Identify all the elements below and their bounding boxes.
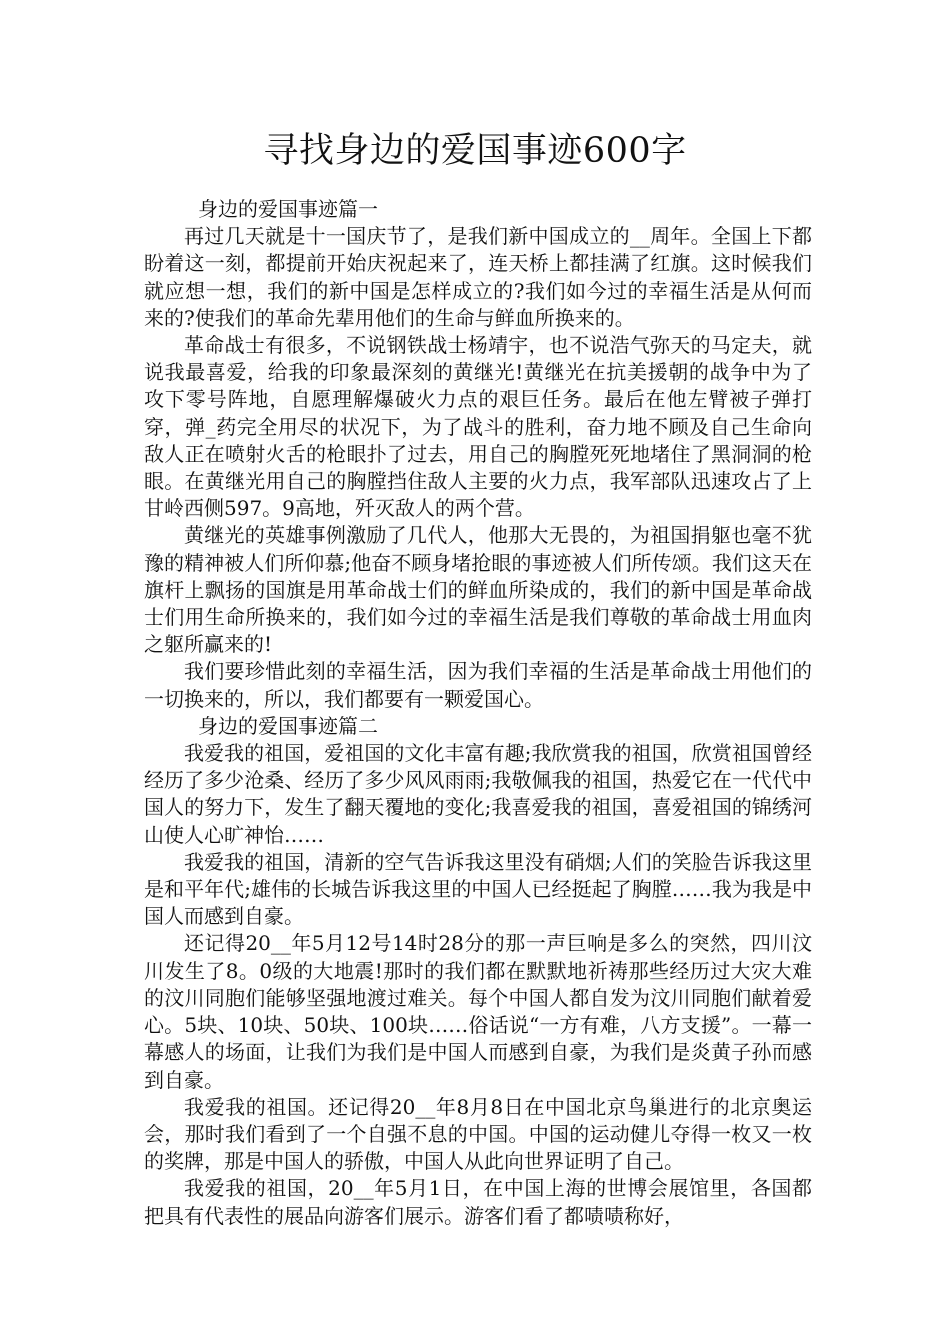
- paragraph: 我爱我的祖国，20__年5月1日，在中国上海的世博会展馆里，各国都把具有代表性的展品向游客们展示。游客们看了都啧啧称好，: [144, 1176, 812, 1228]
- paragraph: 我爱我的祖国。还记得20__年8月8日在中国北京鸟巢进行的北京奥运会，那时我们看到了一个自强不息的中国。中国的运动健儿夺得一枚又一枚的奖牌，那是中国人的骄傲，中国人从此向世界证明了自己。: [144, 1094, 812, 1174]
- paragraph: 黄继光的英雄事例激励了几代人，他那大无畏的，为祖国捐躯也毫不犹豫的精神被人们所仰慕;他奋不顾身堵抢眼的事迹被人们所传颂。我们这天在旗杆上飘扬的国旗是用革命战士们的鲜血所染成的，我们的新中国是革命战士们用生命所换来的，我们如今过的幸福生活是我们尊敬的革命战士用血肉之躯所赢来的!: [144, 523, 812, 657]
- paragraph: 还记得20__年5月12号14时28分的那一声巨响是多么的突然，四川汶川发生了8。0级的大地震!那时的我们都在默默地祈祷那些经历过大灾大难的汶川同胞们能够坚强地渡过难关。每个中国人都自发为汶川同胞们献着爱心。5块、10块、50块、100块……俗话说“一方有难，八方支援”。一幕一幕感人的场面，让我们为我们是中国人而感到自豪，为我们是炎黄子孙而感到自豪。: [144, 931, 812, 1092]
- paragraph: 再过几天就是十一国庆节了，是我们新中国成立的__周年。全国上下都盼着这一刻，都提前开始庆祝起来了，连天桥上都挂满了红旗。这时候我们就应想一想，我们的新中国是怎样成立的?我们如今过的幸福生活是从何而来的?使我们的革命先辈用他们的生命与鲜血所换来的。: [144, 224, 812, 330]
- document-body: [144, 196, 812, 1230]
- paragraph: 我们要珍惜此刻的幸福生活，因为我们幸福的生活是革命战士用他们的一切换来的，所以，我们都要有一颗爱国心。: [144, 659, 812, 711]
- section-heading: 身边的爱国事迹篇一: [198, 197, 378, 221]
- paragraph: 我爱我的祖国，清新的空气告诉我这里没有硝烟;人们的笑脸告诉我这里是和平年代;雄伟的长城告诉我这里的中国人已经挺起了胸膛……我为我是中国人而感到自豪。: [144, 849, 812, 929]
- section-heading: 身边的爱国事迹篇二: [198, 713, 378, 738]
- document-title: 寻找身边的爱国事迹600字: [263, 131, 687, 171]
- paragraph: 革命战士有很多，不说钢铁战士杨靖宇，也不说浩气弥天的马定夫，就说我最喜爱，给我的印象最深刻的黄继光!黄继光在抗美援朝的战争中为了攻下零号阵地，自愿理解爆破火力点的艰巨任务。最后在他左臂被子弹打穿，弹_药完全用尽的状况下，为了战斗的胜利，奋力地不顾及自己生命向敌人正在喷射火舌的枪眼扑了过去，用自己的胸膛死死地堵住了黑洞洞的枪眼。在黄继光用自己的胸膛挡住敌人主要的火力点，我军部队迅速攻占了上甘岭西侧597。9高地，歼灭敌人的两个营。: [144, 333, 812, 521]
- paragraph: 我爱我的祖国，爱祖国的文化丰富有趣;我欣赏我的祖国，欣赏祖国曾经经历了多少沧桑、经历了多少风风雨雨;我敬佩我的祖国，热爱它在一代代中国人的努力下，发生了翻天覆地的变化;我喜爱我的祖国，喜爱祖国的锦绣河山使人心旷神怡……: [144, 741, 812, 847]
